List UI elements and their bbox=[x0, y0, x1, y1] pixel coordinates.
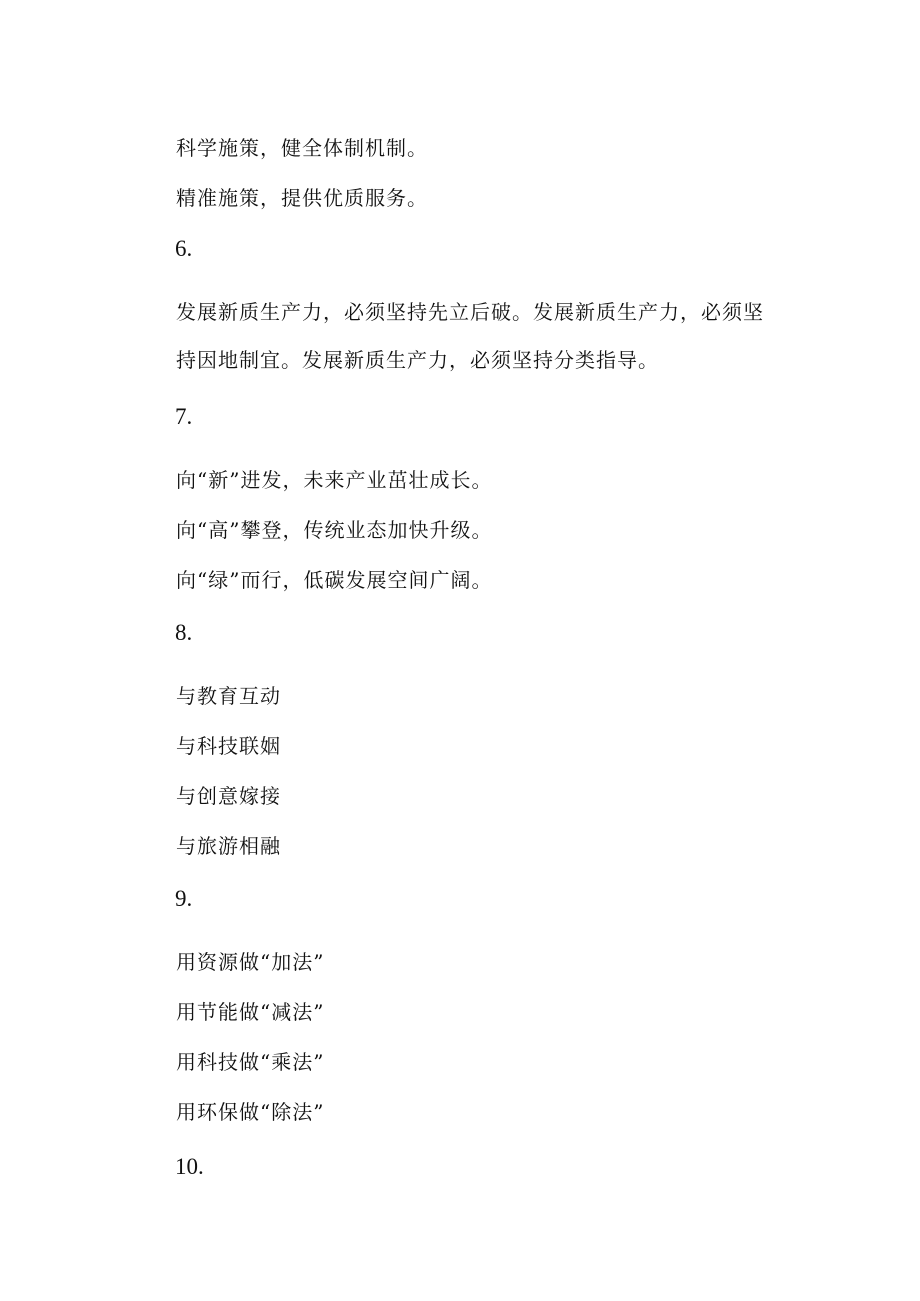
text-line: 科学施策，健全体制机制。 bbox=[176, 136, 428, 160]
text-line: 用科技做“乘法” bbox=[176, 1050, 325, 1074]
section-number: 9. bbox=[175, 886, 193, 911]
text-line: 精准施策，提供优质服务。 bbox=[176, 186, 428, 210]
text-line: 用环保做“除法” bbox=[176, 1100, 325, 1124]
text-line: 与科技联姻 bbox=[176, 734, 281, 758]
text-line: 与教育互动 bbox=[176, 684, 281, 708]
text-line: 向“新”进发，未来产业茁壮成长。 bbox=[176, 468, 493, 492]
text-line: 用资源做“加法” bbox=[176, 950, 325, 974]
text-line: 与创意嫁接 bbox=[176, 784, 281, 808]
section-number: 7. bbox=[175, 404, 193, 429]
section-number: 10. bbox=[175, 1154, 204, 1179]
text-line: 向“绿”而行，低碳发展空间广阔。 bbox=[176, 568, 493, 592]
text-line: 向“高”攀登，传统业态加快升级。 bbox=[176, 518, 493, 542]
paragraph: 发展新质生产力，必须坚持先立后破。发展新质生产力，必须坚持因地制宜。发展新质生产力，必须坚持分类指导。 bbox=[176, 300, 764, 372]
text-line: 与旅游相融 bbox=[176, 834, 281, 858]
section-number: 6. bbox=[175, 236, 193, 261]
section-number: 8. bbox=[175, 620, 193, 645]
text-line: 用节能做“减法” bbox=[176, 1000, 325, 1024]
